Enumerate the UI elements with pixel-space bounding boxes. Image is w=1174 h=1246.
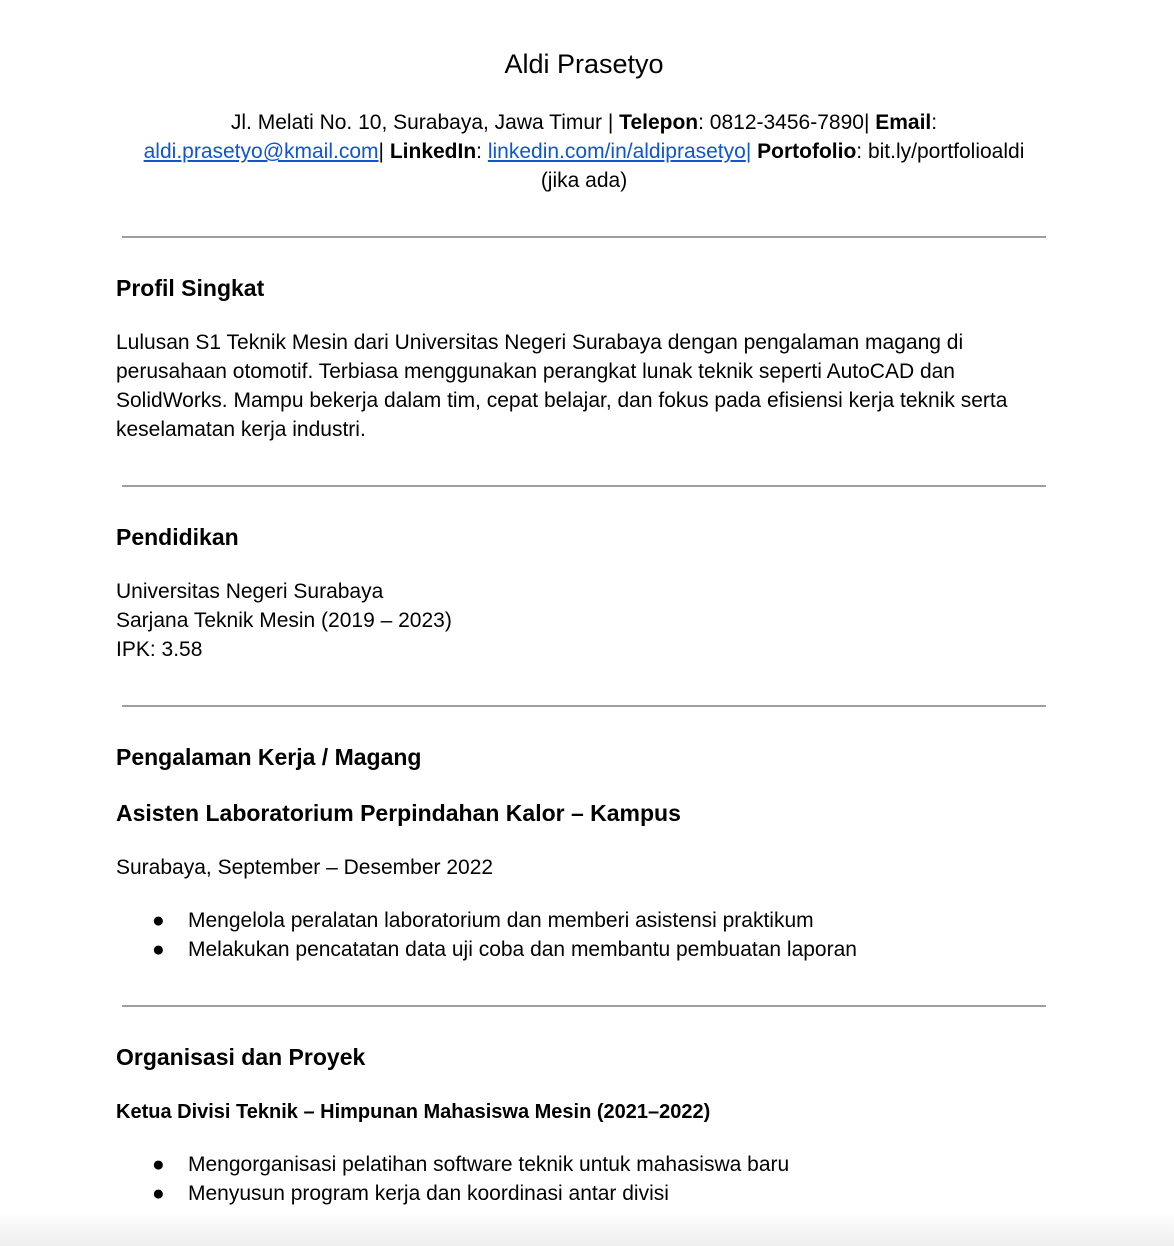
experience-heading: Pengalaman Kerja / Magang	[116, 744, 422, 770]
portfolio-label: Portofolio	[757, 140, 857, 163]
profile-line: keselamatan kerja industri.	[116, 418, 366, 441]
organization-role: Ketua Divisi Teknik – Himpunan Mahasiswa Mesin (2021–2022)	[116, 1101, 711, 1123]
list-item	[116, 935, 857, 964]
portfolio-url: bit.ly/portfolioaldi	[867, 140, 1025, 163]
linkedin-link-tail[interactable]: |	[745, 140, 752, 163]
section-divider	[122, 705, 1046, 707]
education-heading: Pendidikan	[116, 524, 239, 550]
job-location-date	[116, 853, 1061, 882]
list-item-text: Mengelola peralatan laboratorium dan memberi asistensi praktikum	[188, 909, 814, 932]
section-divider	[122, 1005, 1046, 1007]
address: Jl. Melati No. 10, Surabaya, Jawa Timur	[230, 111, 603, 134]
phone-label: Telepon	[619, 111, 699, 134]
university-name: Universitas Negeri Surabaya	[116, 580, 384, 603]
organization-bullets	[116, 1150, 789, 1208]
section-divider	[122, 236, 1046, 238]
job-bullets	[116, 906, 857, 964]
portfolio-note: (jika ada)	[540, 169, 628, 192]
list-item-text: Melakukan pencatatan data uji coba dan membantu pembuatan laporan	[188, 938, 857, 961]
bullet-icon: ●	[152, 938, 165, 961]
profile-line: perusahaan otomotif. Terbiasa menggunakan perangkat lunak teknik seperti AutoCAD dan	[116, 360, 955, 383]
email-link[interactable]: aldi.prasetyo@kmail.com	[143, 140, 379, 163]
bullet-icon: ●	[152, 1182, 165, 1205]
email-label: Email	[875, 111, 932, 134]
gpa: IPK: 3.58	[116, 638, 203, 661]
profile-heading: Profil Singkat	[116, 275, 265, 301]
list-item	[116, 1150, 789, 1179]
list-item-text: Mengorganisasi pelatihan software teknik untuk mahasiswa baru	[188, 1153, 790, 1176]
page-bottom-shadow	[0, 1212, 1174, 1246]
list-item	[116, 1179, 789, 1208]
profile-summary	[116, 328, 1061, 444]
list-item-text: Menyusun program kerja dan koordinasi antar divisi	[188, 1182, 669, 1205]
candidate-name: Aldi Prasetyo	[504, 49, 664, 79]
organization-heading: Organisasi dan Proyek	[116, 1044, 366, 1070]
profile-line: SolidWorks. Mampu bekerja dalam tim, cepat belajar, dan fokus pada efisiensi kerja teknik serta	[116, 389, 1008, 412]
phone-number: 0812-3456-7890	[709, 111, 864, 134]
bullet-icon: ●	[152, 1153, 165, 1176]
job-meta: Surabaya, September – Desember 2022	[116, 856, 494, 879]
contact-info: Jl. Melati No. 10, Surabaya, Jawa Timur | Telepon: 0812-3456-7890| Email: aldi.prasetyo@kmail.com| LinkedIn: linkedin.com/in/aldiprasetyo| Portofolio: bit.ly/portfolioaldi (jika ada)	[143, 111, 1025, 192]
section-divider	[122, 485, 1046, 487]
education-details	[116, 577, 1061, 664]
degree: Sarjana Teknik Mesin (2019 – 2023)	[116, 609, 452, 632]
linkedin-label: LinkedIn	[389, 140, 477, 163]
profile-line: Lulusan S1 Teknik Mesin dari Universitas Negeri Surabaya dengan pengalaman magang di	[116, 331, 964, 354]
list-item	[116, 906, 857, 935]
linkedin-link[interactable]: linkedin.com/in/aldiprasetyo	[487, 140, 746, 163]
job-title: Asisten Laboratorium Perpindahan Kalor – Kampus	[116, 800, 681, 826]
bullet-icon: ●	[152, 909, 165, 932]
separator: |	[602, 111, 620, 134]
